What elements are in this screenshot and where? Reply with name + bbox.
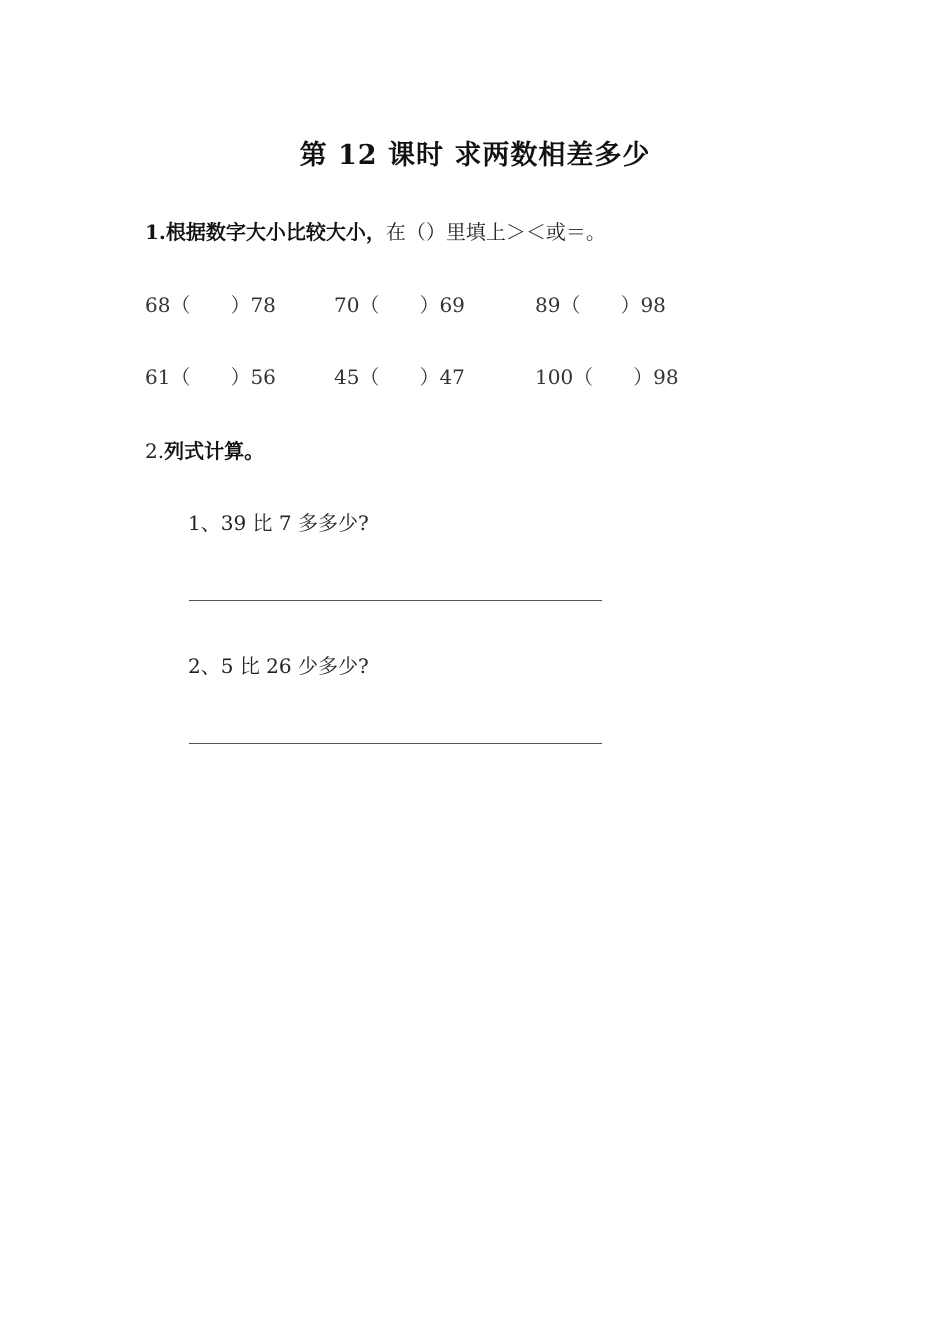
sub-question-1-label: 1、: [188, 511, 221, 535]
comparison-item: 45（ ）47: [334, 365, 465, 389]
question-1-heading: [145, 216, 606, 245]
question-1-instruction-rest: 在（）里填上＞＜或＝。: [385, 220, 606, 244]
comparison-item: 100（ ）98: [535, 365, 679, 389]
sub-question-2: [188, 650, 369, 679]
page-title: 第 12 课时 求两数相差多少: [299, 140, 651, 171]
comparison-item: 61（ ）56: [145, 365, 276, 389]
answer-line-1[interactable]: [189, 600, 602, 601]
comparison-item: 68（ ）78: [145, 293, 276, 317]
sub-question-2-text: 5 比 26 少多少?: [220, 654, 369, 678]
question-1-number: 1.: [145, 220, 166, 244]
sub-question-1: [188, 507, 369, 536]
question-2-instruction: 列式计算。: [164, 439, 265, 463]
comparison-item: 70（ ）69: [334, 293, 465, 317]
question-1-instruction-bold: 根据数字大小比较大小，: [165, 220, 386, 244]
sub-question-2-label: 2、: [188, 654, 221, 678]
answer-line-2[interactable]: [189, 743, 602, 744]
question-2-number: 2.: [145, 439, 165, 463]
question-2-heading: [145, 435, 264, 464]
comparison-item: 89（ ）98: [535, 293, 666, 317]
sub-question-1-text: 39 比 7 多多少?: [220, 511, 369, 535]
